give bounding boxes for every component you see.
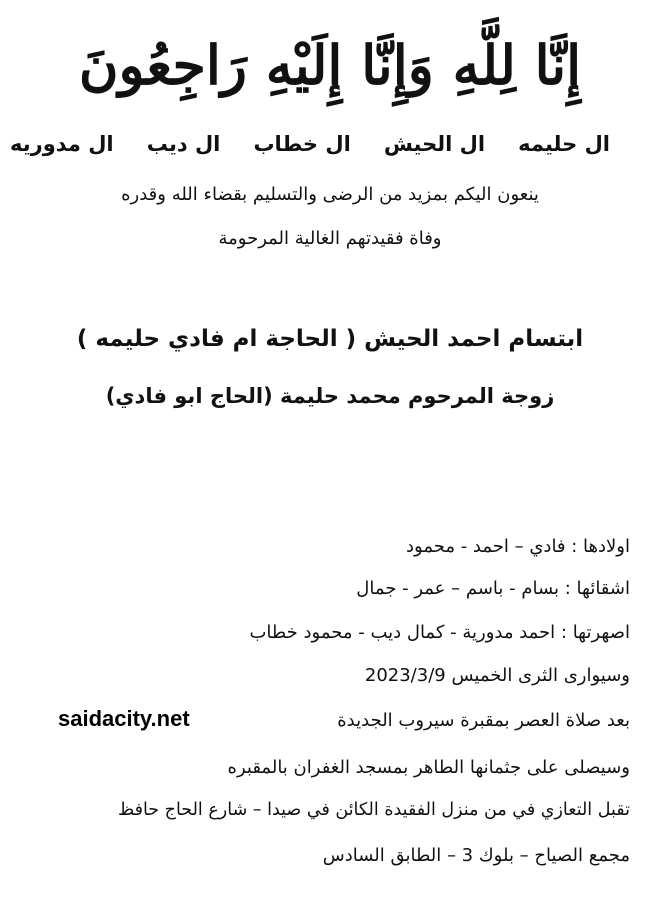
family-names-row: [10, 132, 610, 156]
family-name: ال مدوريه: [10, 132, 114, 156]
announcement-line-1: ينعون اليكم بمزيد من الرضى والتسليم بقضاء الله وقدره: [121, 184, 539, 205]
site-watermark: saidacity.net: [58, 706, 190, 731]
sons-line: اولادها : فادي – احمد - محمود: [406, 536, 630, 557]
family-name: ال الحيش: [383, 132, 486, 156]
quran-verse-heading: إِنَّا لِلَّهِ وَإِنَّا إِلَيْهِ رَاجِعُونَ: [78, 33, 582, 97]
family-name: ال ديب: [146, 132, 221, 156]
family-name: ال خطاب: [253, 132, 351, 156]
family-name: ال حليمه: [518, 132, 610, 156]
burial-place-line: بعد صلاة العصر بمقبرة سيروب الجديدة: [337, 710, 630, 731]
announcement-line-2: وفاة فقيدتهم الغالية المرحومة: [218, 228, 442, 249]
funeral-prayer-line: وسيصلى على جثمانها الطاهر بمسجد الغفران بالمقبره: [227, 757, 630, 778]
burial-date-line: وسيوارى الثرى الخميس 2023/3/9: [364, 665, 630, 686]
brothers-line: اشقائها : بسام - باسم – عمر - جمال: [356, 578, 630, 599]
address-line: مجمع الصياح – بلوك 3 – الطابق السادس: [322, 845, 630, 866]
condolences-line: تقبل التعازي في من منزل الفقيدة الكائن في صيدا – شارع الحاج حافظ: [117, 800, 630, 820]
in-laws-line: اصهرتها : احمد مدورية - كمال ديب - محمود خطاب: [249, 622, 630, 643]
deceased-spouse: زوجة المرحوم محمد حليمة (الحاج ابو فادي): [105, 384, 555, 408]
deceased-name: ابتسام احمد الحيش ( الحاجة ام فادي حليمه ): [76, 326, 584, 352]
